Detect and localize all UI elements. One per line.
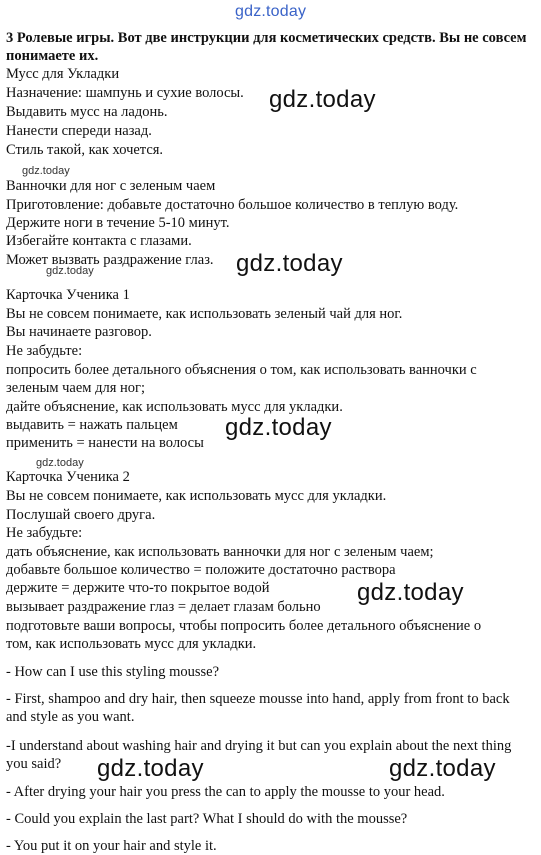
card2-line: Вы не совсем понимаете, как использовать мусс для укладки. (6, 488, 387, 504)
card1-line: зеленым чаем для ног; (6, 380, 145, 396)
watermark-small: gdz.today (46, 265, 94, 277)
card1-line: попросить более детального объяснения о том, как использовать ванночки с (6, 362, 477, 378)
dialogue-line: - You put it on your hair and style it. (6, 838, 217, 854)
card1-line: выдавить = нажать пальцем (6, 417, 178, 433)
dialogue-line: - Could you explain the last part? What I should do with the mousse? (6, 811, 408, 827)
dialogue-line: -I understand about washing hair and drying it but can you explain about the next thing you said? (6, 738, 512, 772)
mousse-line: Нанести спереди назад. (6, 123, 152, 139)
mousse-line: Выдавить мусс на ладонь. (6, 104, 168, 120)
card2-line: подготовьте ваши вопросы, чтобы попросить более детального объяснение о (6, 618, 482, 634)
foot-bath-line: Может вызвать раздражение глаз. (6, 252, 214, 268)
mousse-heading: Мусс для Укладки (6, 66, 120, 82)
mousse-line: Назначение: шампунь и сухие волосы. (6, 85, 244, 101)
foot-bath-line: Избегайте контакта с глазами. (6, 233, 192, 249)
watermark: gdz.today (97, 755, 204, 782)
dialogue-line: - After drying your hair you press the can to apply the mousse to your head. (6, 784, 445, 800)
watermark-small: gdz.today (36, 457, 84, 469)
card2-line: Не забудьте: (6, 525, 83, 541)
card2-line: добавьте большое количество = положите достаточно раствора (6, 562, 396, 578)
watermark-small: gdz.today (22, 165, 70, 177)
foot-bath-line: Держите ноги в течение 5-10 минут. (6, 215, 230, 231)
card1-line: применить = нанести на волосы (6, 435, 204, 451)
watermark: gdz.today (269, 86, 376, 113)
card2-line: вызывает раздражение глаз = делает глазам больно (6, 599, 321, 615)
card2-line: том, как использовать мусс для укладки. (6, 636, 257, 652)
card2-line: держите = держите что-то покрытое водой (6, 580, 270, 596)
watermark: gdz.today (389, 755, 496, 782)
dialogue-line: - How can I use this styling mousse? (6, 664, 220, 680)
watermark: gdz.today (357, 579, 464, 606)
foot-bath-heading: Ванночки для ног с зеленым чаем (6, 178, 216, 194)
card1-line: Не забудьте: (6, 343, 83, 359)
card1-line: дайте объяснение, как использовать мусс для укладки. (6, 399, 343, 415)
card2-line: дать объяснение, как использовать ванночки для ног с зеленым чаем; (6, 544, 434, 560)
card1-line: Вы не совсем понимаете, как использовать зеленый чай для ног. (6, 306, 403, 322)
dialogue-line: - First, shampoo and dry hair, then squeeze mousse into hand, apply from front to back and style as you want. (6, 691, 510, 725)
card2-heading: Карточка Ученика 2 (6, 469, 130, 485)
task-title: 3 Ролевые игры. Вот две инструкции для косметических средств. Вы не совсем понимаете их. (6, 30, 527, 64)
watermark: gdz.today (236, 250, 343, 277)
card1-heading: Карточка Ученика 1 (6, 287, 130, 303)
watermark: gdz.today (225, 414, 332, 441)
mousse-line: Стиль такой, как хочется. (6, 142, 164, 158)
card1-line: Вы начинаете разговор. (6, 324, 152, 340)
foot-bath-line: Приготовление: добавьте достаточно большое количество в теплую воду. (6, 197, 459, 213)
site-watermark-top: gdz.today (235, 3, 307, 20)
card2-line: Послушай своего друга. (6, 507, 156, 523)
